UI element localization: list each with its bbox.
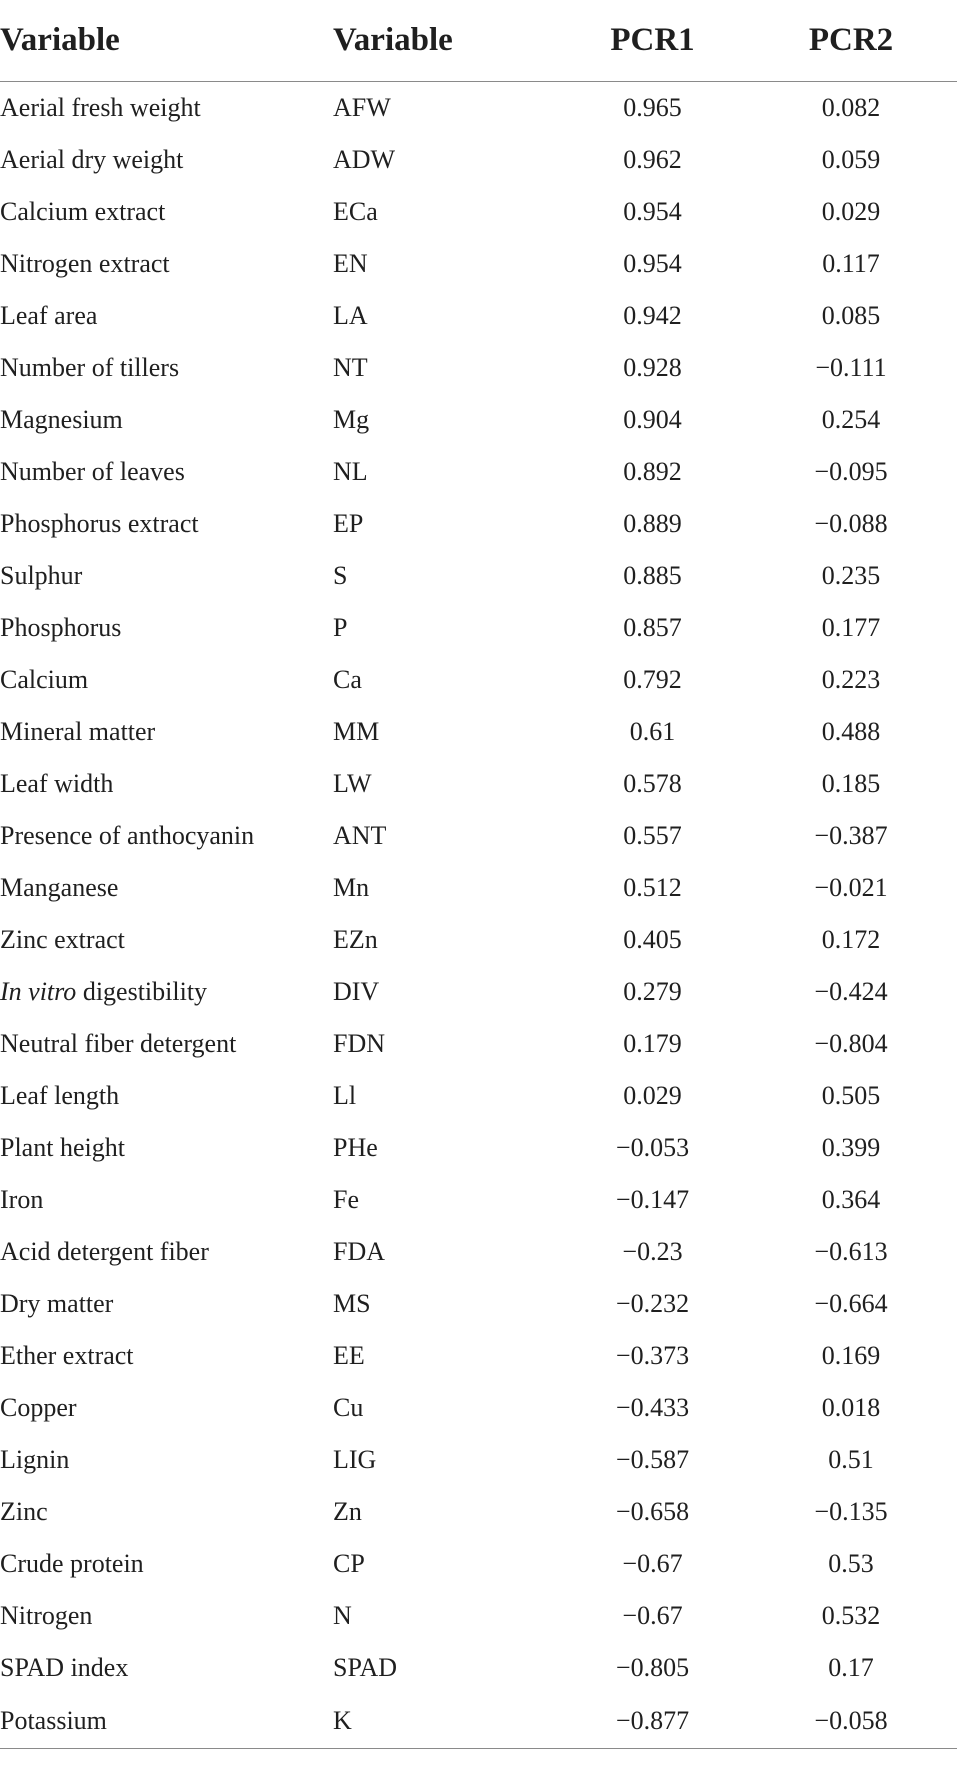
cell-variable-name: Calcium [0,665,89,694]
cell-variable-abbr: MM [333,717,380,746]
variable-name-rest: digestibility [76,977,208,1006]
cell-pcr1: −0.805 [615,1653,690,1682]
cell-pcr2: −0.613 [814,1237,888,1266]
cell-variable-abbr: Ll [333,1081,357,1110]
cell-pcr2: −0.021 [814,873,888,902]
cell-variable-abbr: EE [333,1341,365,1370]
table-row [0,394,957,446]
table-row [0,1018,957,1070]
cell-pcr1: 0.179 [623,1029,682,1058]
cell-pcr1: −0.587 [615,1445,690,1474]
cell-pcr1: 0.512 [623,873,682,902]
header-row [0,0,957,82]
cell-variable-name [0,966,333,1018]
cell-variable-abbr: N [333,1601,352,1630]
cell-pcr2: 0.059 [821,145,881,174]
cell-variable-name: Ether extract [0,1341,134,1370]
table-row [0,706,957,758]
cell-variable-abbr: ECa [333,197,378,226]
table-row [0,966,957,1018]
table-row [0,550,957,602]
cell-pcr2: 0.505 [821,1081,881,1110]
cell-variable-name: Dry matter [0,1289,114,1318]
cell-variable-name: Presence of anthocyanin [0,821,255,850]
cell-variable-name: Calcium extract [0,197,166,226]
table-row [0,446,957,498]
cell-pcr2: −0.135 [814,1497,888,1526]
cell-pcr2: 0.082 [821,93,881,122]
cell-pcr1: 0.029 [623,1081,682,1110]
cell-variable-abbr: LIG [333,1445,377,1474]
cell-variable-abbr: EN [333,249,368,278]
table-row [0,1330,957,1382]
cell-pcr1: 0.279 [623,977,682,1006]
table-row [0,1226,957,1278]
cell-pcr1: 0.954 [623,197,682,226]
cell-pcr2: 0.029 [821,197,881,226]
cell-variable-name: Magnesium [0,405,123,434]
header-pcr1: PCR1 [560,0,745,82]
cell-pcr2: 0.018 [821,1393,881,1422]
cell-variable-name: Nitrogen extract [0,249,170,278]
cell-variable-abbr: Cu [333,1393,364,1422]
cell-variable-name: Phosphorus extract [0,509,199,538]
cell-variable-name: Acid detergent fiber [0,1237,209,1266]
table-row [0,1278,957,1330]
cell-pcr1: 0.578 [623,769,682,798]
cell-variable-abbr: P [333,613,348,642]
cell-pcr1: 0.962 [623,145,682,174]
cell-variable-name: Zinc extract [0,925,125,954]
table-row [0,1486,957,1538]
cell-pcr1: −0.658 [615,1497,690,1526]
cell-variable-abbr: AFW [333,93,391,122]
cell-variable-abbr: DIV [333,977,380,1006]
cell-variable-abbr: FDA [333,1237,386,1266]
table-row [0,914,957,966]
cell-pcr1: 0.885 [623,561,682,590]
table-row [0,1122,957,1174]
cell-variable-abbr: K [333,1694,560,1749]
table-body [0,82,957,1749]
cell-variable-abbr: PHe [333,1133,378,1162]
cell-pcr2: −0.111 [815,353,887,382]
table-row [0,758,957,810]
cell-pcr2: 0.399 [821,1133,881,1162]
cell-pcr2: 0.117 [822,249,880,278]
cell-pcr2: 0.254 [821,405,881,434]
cell-pcr2: 0.364 [821,1185,881,1214]
cell-pcr2: 0.51 [828,1445,874,1474]
cell-variable-abbr: LW [333,769,372,798]
cell-variable-abbr: EZn [333,925,378,954]
cell-variable-name: Leaf width [0,769,114,798]
cell-pcr2: −0.664 [814,1289,888,1318]
cell-pcr2: 0.223 [821,665,881,694]
table-row [0,1434,957,1486]
cell-variable-name: Mineral matter [0,717,156,746]
cell-pcr1: 0.405 [623,925,682,954]
cell-pcr2: 0.488 [821,717,881,746]
cell-variable-name: Copper [0,1393,77,1422]
cell-variable-name: Manganese [0,873,119,902]
cell-pcr1: −0.67 [622,1549,683,1578]
cell-pcr2: 0.177 [821,613,881,642]
table-row [0,186,957,238]
cell-pcr1: −0.147 [615,1185,690,1214]
header-variable-abbr: Variable [333,0,560,82]
variable-name-italic: In vitro [0,977,77,1006]
cell-pcr1: −0.373 [615,1341,690,1370]
cell-pcr2: −0.424 [814,977,888,1006]
cell-variable-abbr: Zn [333,1497,362,1526]
cell-pcr2: −0.804 [814,1029,888,1058]
cell-variable-name: Zinc [0,1497,48,1526]
cell-variable-name: Phosphorus [0,613,122,642]
cell-pcr1: −0.232 [615,1289,690,1318]
cell-variable-name: Neutral fiber detergent [0,1029,237,1058]
table-row [0,1174,957,1226]
cell-pcr1: 0.557 [623,821,682,850]
cell-variable-name: Number of tillers [0,353,180,382]
table-row [0,238,957,290]
cell-variable-name: Aerial dry weight [0,145,184,174]
table-row [0,1642,957,1694]
cell-variable-abbr: EP [333,509,364,538]
cell-pcr1: 0.857 [623,613,682,642]
table-row [0,134,957,186]
cell-variable-abbr: Fe [333,1185,359,1214]
cell-pcr2: 0.235 [821,561,881,590]
table-row [0,1538,957,1590]
cell-variable-name: Plant height [0,1133,125,1162]
cell-pcr1: 0.892 [623,457,682,486]
cell-pcr1: −0.67 [622,1601,683,1630]
cell-pcr1: −0.23 [622,1237,683,1266]
cell-variable-abbr: LA [333,301,368,330]
table-header [0,0,957,82]
table-row [0,290,957,342]
cell-variable-name: Leaf area [0,301,98,330]
cell-variable-abbr: NL [333,457,368,486]
table-row [0,1070,957,1122]
cell-pcr1: 0.942 [623,301,682,330]
cell-pcr1: −0.053 [615,1133,690,1162]
cell-variable-name: Aerial fresh weight [0,93,201,122]
cell-pcr2: 0.532 [821,1601,881,1630]
cell-variable-abbr: SPAD [333,1653,398,1682]
cell-variable-abbr: Mn [333,873,370,902]
table-row [0,82,957,135]
table-row [0,862,957,914]
table-row [0,1590,957,1642]
header-variable-name: Variable [0,0,333,82]
cell-variable-name: Number of leaves [0,457,185,486]
cell-pcr2: −0.088 [814,509,888,538]
cell-variable-abbr: ANT [333,821,387,850]
cell-pcr2: −0.387 [814,821,888,850]
cell-variable-name: Sulphur [0,561,83,590]
cell-pcr2: 0.185 [821,769,881,798]
cell-variable-name: Crude protein [0,1549,144,1578]
cell-variable-name: Iron [0,1185,44,1214]
table-row [0,810,957,862]
header-pcr2: PCR2 [745,0,957,82]
cell-pcr1: 0.928 [623,353,682,382]
cell-variable-name: Lignin [0,1445,70,1474]
cell-variable-abbr: FDN [333,1029,386,1058]
table-row [0,498,957,550]
cell-pcr2: 0.169 [821,1341,881,1370]
table-row [0,654,957,706]
cell-pcr2: 0.172 [821,925,881,954]
cell-variable-abbr: Mg [333,405,370,434]
cell-pcr2: 0.53 [828,1549,874,1578]
cell-pcr1: 0.904 [623,405,682,434]
cell-pcr2: 0.085 [821,301,881,330]
cell-variable-abbr: S [333,561,348,590]
cell-pcr1: −0.877 [560,1694,745,1749]
cell-pcr2: −0.058 [745,1694,957,1749]
cell-pcr1: 0.965 [623,93,682,122]
cell-pcr1: 0.792 [623,665,682,694]
cell-variable-abbr: MS [333,1289,371,1318]
cell-variable-name: Potassium [0,1694,333,1749]
table-row [0,1694,957,1749]
table-row [0,342,957,394]
cell-pcr1: 0.954 [623,249,682,278]
cell-variable-abbr: NT [333,353,368,382]
cell-variable-name: SPAD index [0,1653,129,1682]
table-row [0,1382,957,1434]
cell-pcr2: 0.17 [828,1653,874,1682]
cell-pcr2: −0.095 [814,457,888,486]
cell-pcr1: 0.889 [623,509,682,538]
cell-pcr1: 0.61 [629,717,676,746]
cell-variable-abbr: Ca [333,665,362,694]
cell-variable-name: Leaf length [0,1081,120,1110]
table-row [0,602,957,654]
cell-pcr1: −0.433 [615,1393,690,1422]
cell-variable-abbr: CP [333,1549,365,1578]
cell-variable-abbr: ADW [333,145,396,174]
cell-variable-name: Nitrogen [0,1601,93,1630]
